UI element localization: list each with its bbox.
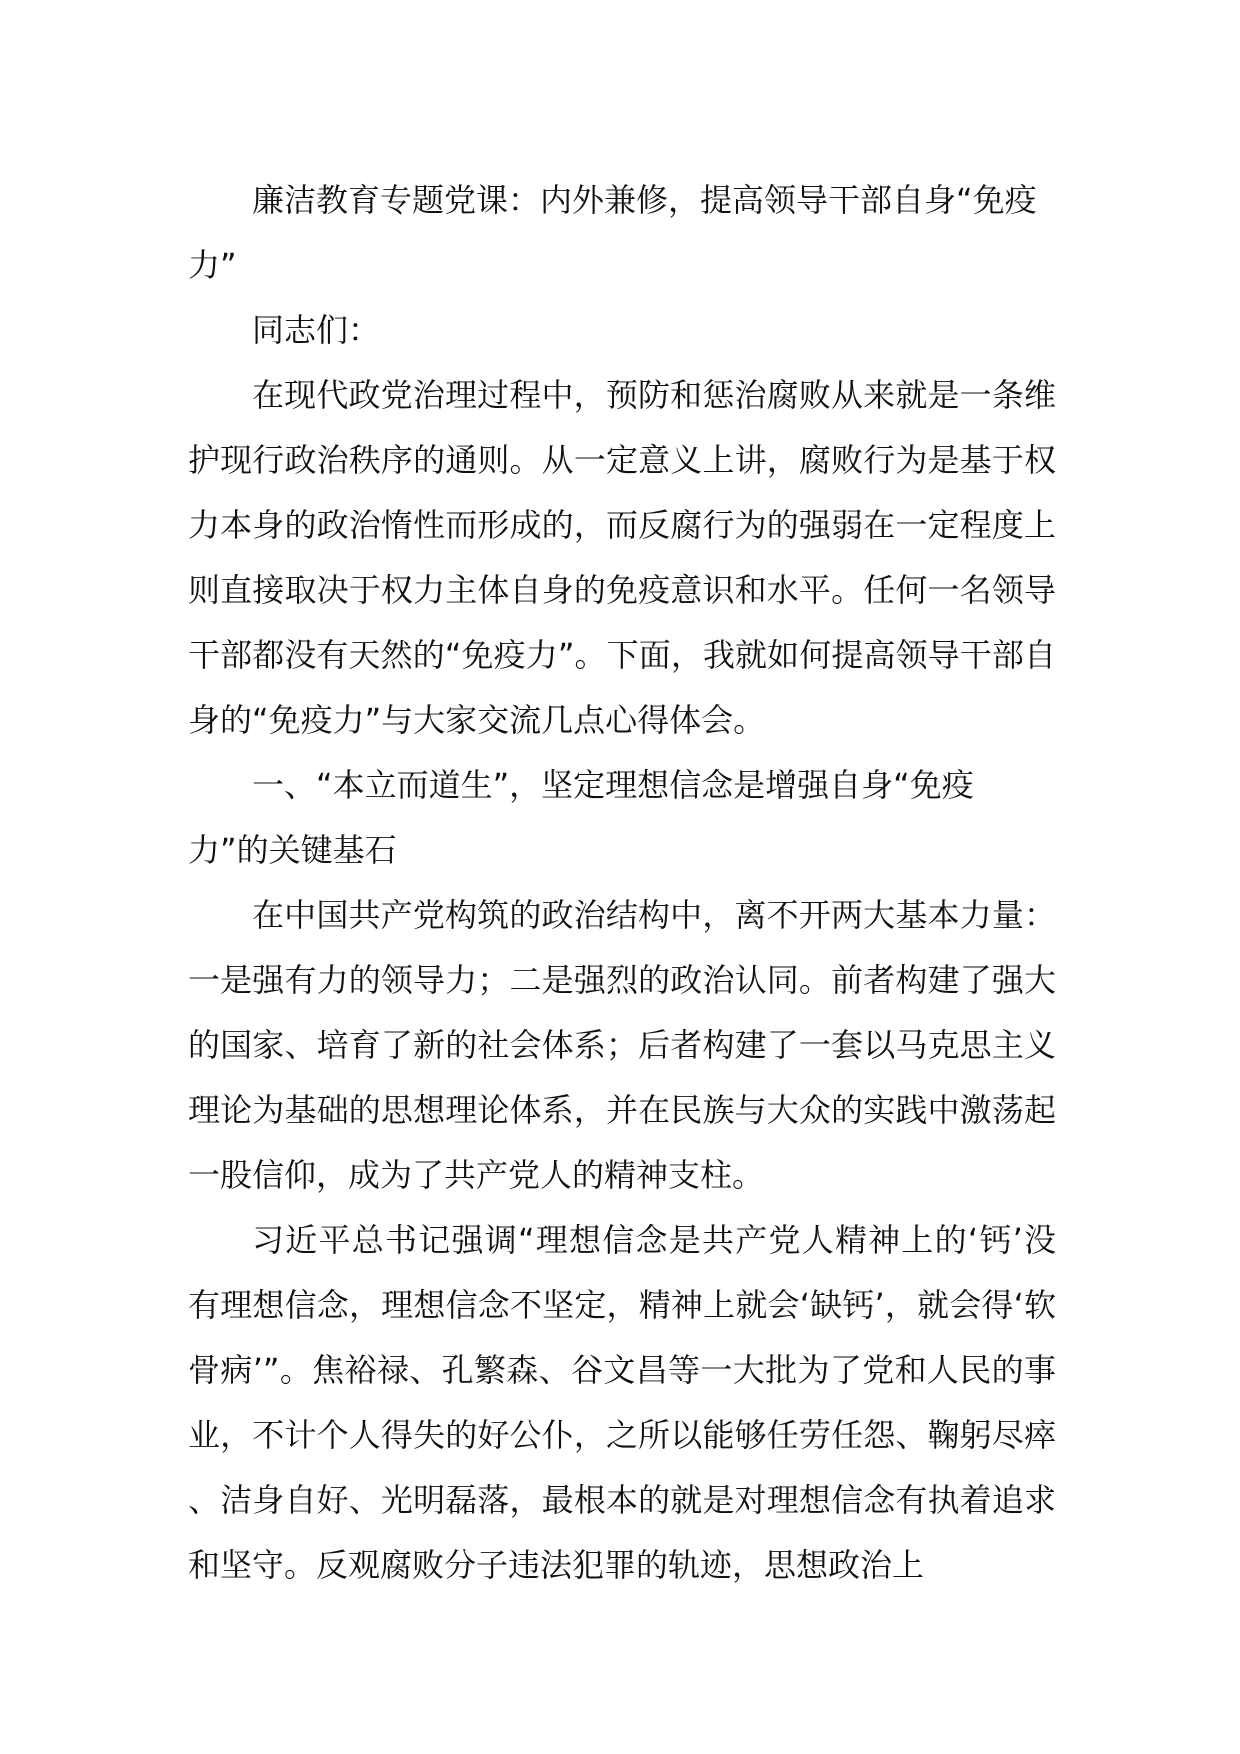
section-1-heading-line-2: 力”的关键基石 xyxy=(188,831,397,869)
document-title-line-2: 力” xyxy=(188,246,237,284)
section-1-heading-line-1: 一、“本立而道生”，坚定理想信念是增强自身“免疫 xyxy=(252,766,974,804)
intro-paragraph: 在现代政党治理过程中，预防和惩治腐败从来就是一条维护现行政治秩序的通则。从一定意义上讲，腐败行为是基于权力本身的政治惰性而形成的，而反腐行为的强弱在一定程度上则直接取决于权力主体自身的免疫意识和水平。任何一名领导干部都没有天然的“免疫力”。下面，我就如何提高领导干部自身的“免疫力”与大家交流几点心得体会。 xyxy=(188,376,1056,739)
section-1-paragraph-2: 习近平总书记强调“理想信念是共产党人精神上的‘钙’没有理想信念，理想信念不坚定，精神上就会‘缺钙’，就会得‘软骨病’”。焦裕禄、孔繁森、谷文昌等一大批为了党和人民的事业，不计个人得失的好公仆，之所以能够任劳任怨、鞠躬尽瘁、洁身自好、光明磊落，最根本的就是对理想信念有执着追求和坚守。反观腐败分子违法犯罪的轨迹，思想政治上 xyxy=(188,1221,1056,1584)
document-page xyxy=(188,168,1056,1598)
section-1-paragraph-1: 在中国共产党构筑的政治结构中，离不开两大基本力量：一是强有力的领导力；二是强烈的政治认同。前者构建了强大的国家、培育了新的社会体系；后者构建了一套以马克思主义理论为基础的思想理论体系，并在民族与大众的实践中激荡起一股信仰，成为了共产党人的精神支柱。 xyxy=(188,896,1056,1194)
greeting: 同志们： xyxy=(252,311,381,349)
document-title-line-1: 廉洁教育专题党课：内外兼修，提高领导干部自身“免疫 xyxy=(252,181,1037,219)
